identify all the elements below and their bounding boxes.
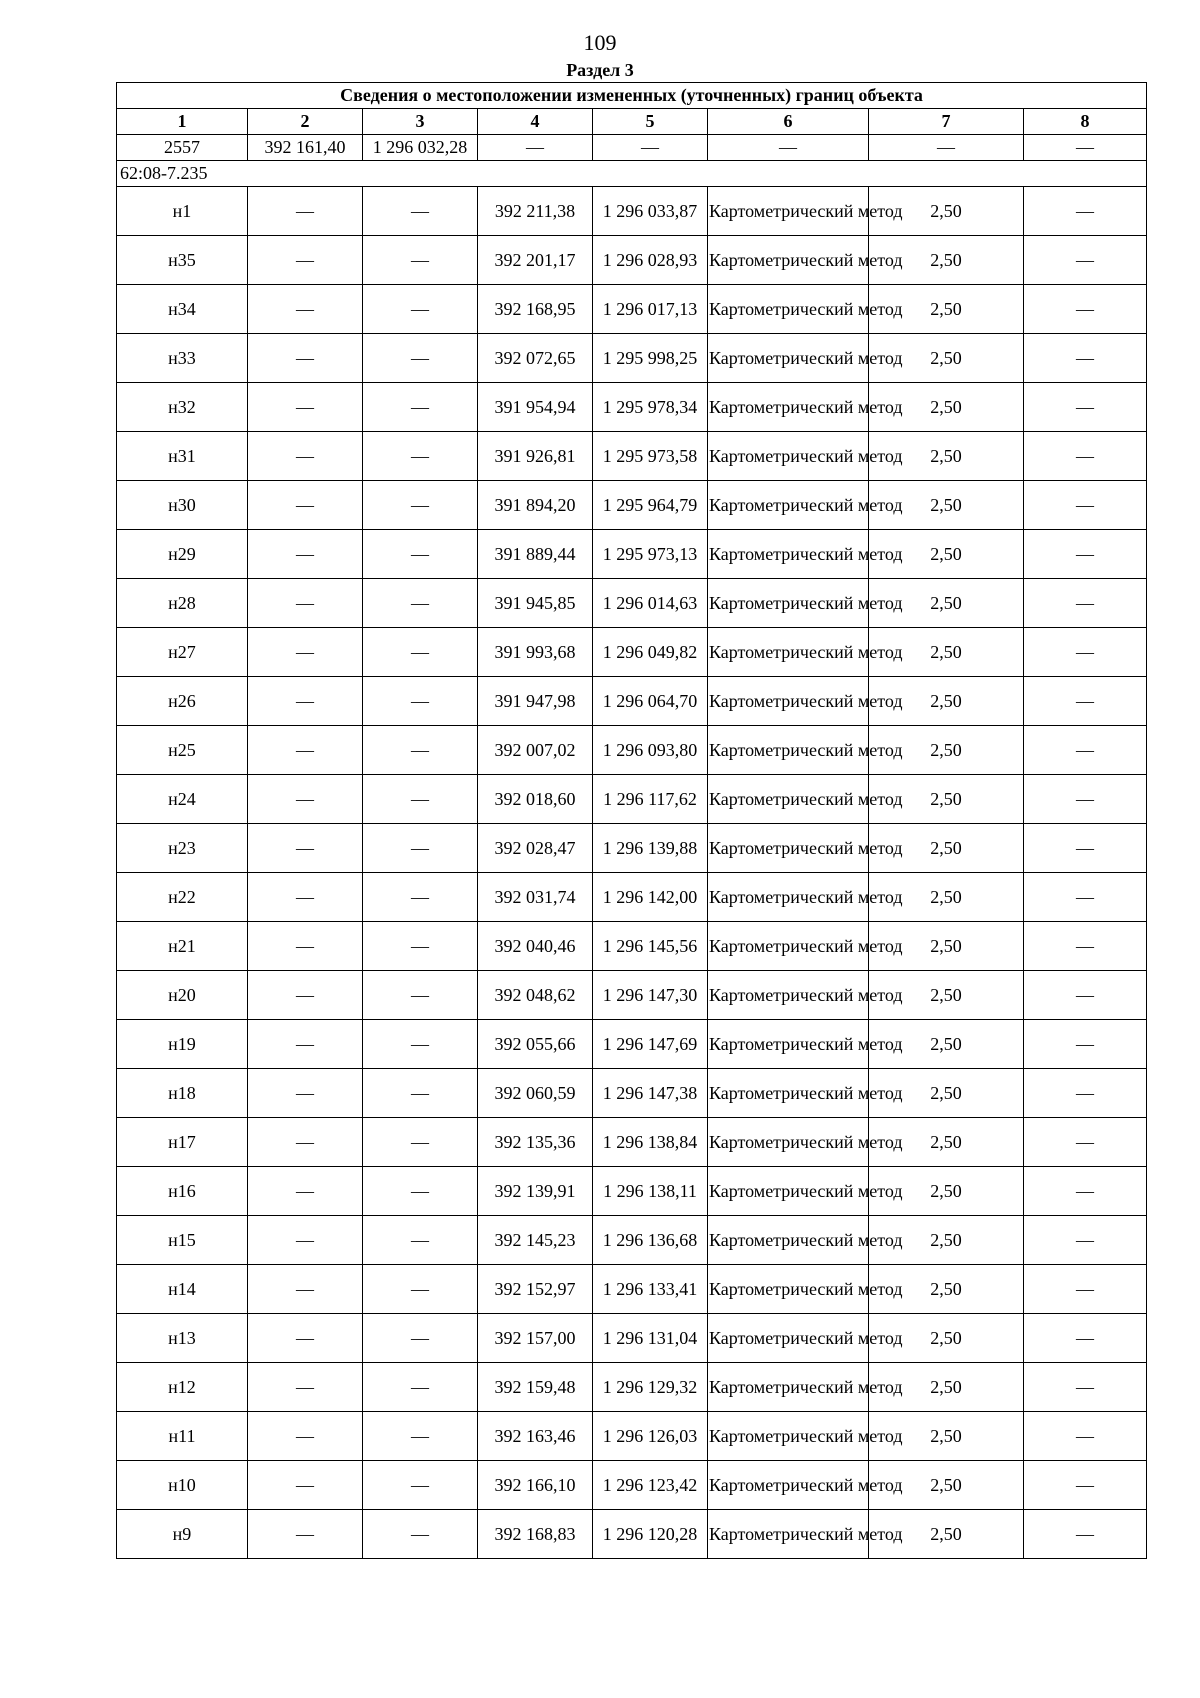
- new-y-cell: 1 295 964,79: [593, 481, 708, 530]
- point-id-cell: н13: [117, 1314, 248, 1363]
- method-cell: Картометрический метод: [708, 1167, 869, 1216]
- accuracy-cell: 2,50: [869, 285, 1024, 334]
- accuracy-cell: 2,50: [869, 1461, 1024, 1510]
- new-x-cell: 391 894,20: [478, 481, 593, 530]
- existing-x-cell: —: [248, 1265, 363, 1314]
- description-cell: —: [1024, 873, 1147, 922]
- accuracy-cell: 2,50: [869, 922, 1024, 971]
- existing-x-cell: —: [248, 187, 363, 236]
- existing-y-cell: —: [363, 530, 478, 579]
- accuracy-cell: 2,50: [869, 628, 1024, 677]
- description-cell: —: [1024, 726, 1147, 775]
- method-cell: Картометрический метод: [708, 432, 869, 481]
- section-title: Раздел 3: [566, 60, 634, 80]
- description-cell: —: [1024, 628, 1147, 677]
- accuracy-cell: 2,50: [869, 1363, 1024, 1412]
- table-row: [117, 775, 1147, 824]
- accuracy-cell: 2,50: [869, 873, 1024, 922]
- new-x-cell: 392 072,65: [478, 334, 593, 383]
- existing-y-cell: —: [363, 481, 478, 530]
- table-row: [117, 1314, 1147, 1363]
- new-x-cell: 391 945,85: [478, 579, 593, 628]
- new-y-cell: 1 295 973,58: [593, 432, 708, 481]
- page-number: 109: [583, 30, 617, 55]
- method-cell: Картометрический метод: [708, 824, 869, 873]
- description-cell: —: [1024, 579, 1147, 628]
- point-id-cell: н31: [117, 432, 248, 481]
- existing-y-cell: —: [363, 1510, 478, 1559]
- accuracy-cell: 2,50: [869, 824, 1024, 873]
- accuracy-cell: 2,50: [869, 775, 1024, 824]
- point-id-cell: н16: [117, 1167, 248, 1216]
- table-row: [117, 135, 1147, 161]
- description-cell: —: [1024, 1020, 1147, 1069]
- existing-y-cell: —: [363, 1167, 478, 1216]
- description-cell: —: [1024, 432, 1147, 481]
- accuracy-cell: 2,50: [869, 236, 1024, 285]
- column-number: 5: [593, 109, 708, 135]
- table-row: [117, 1461, 1147, 1510]
- new-y-cell: 1 296 136,68: [593, 1216, 708, 1265]
- point-id-cell: н9: [117, 1510, 248, 1559]
- method-cell: Картометрический метод: [708, 187, 869, 236]
- existing-y-cell: —: [363, 1216, 478, 1265]
- new-y-cell: 1 296 142,00: [593, 873, 708, 922]
- existing-y-cell: —: [363, 922, 478, 971]
- table-row: [117, 1265, 1147, 1314]
- new-y-cell: 1 296 133,41: [593, 1265, 708, 1314]
- new-x-cell: 392 157,00: [478, 1314, 593, 1363]
- method-cell: Картометрический метод: [708, 481, 869, 530]
- existing-y-cell: —: [363, 383, 478, 432]
- existing-x-cell: —: [248, 1118, 363, 1167]
- column-number: 2: [248, 109, 363, 135]
- new-y-cell: 1 296 145,56: [593, 922, 708, 971]
- existing-x-cell: —: [248, 628, 363, 677]
- table-row: [117, 677, 1147, 726]
- accuracy-cell: 2,50: [869, 334, 1024, 383]
- table-row: [117, 1216, 1147, 1265]
- column-number: 8: [1024, 109, 1147, 135]
- existing-y-cell: —: [363, 1461, 478, 1510]
- table-row: [117, 1510, 1147, 1559]
- existing-y-cell: —: [363, 726, 478, 775]
- existing-y-cell: —: [363, 432, 478, 481]
- new-y-cell: 1 296 117,62: [593, 775, 708, 824]
- accuracy-cell: 2,50: [869, 1412, 1024, 1461]
- new-x-cell: 392 166,10: [478, 1461, 593, 1510]
- method-cell: Картометрический метод: [708, 1363, 869, 1412]
- accuracy-cell: —: [869, 135, 1024, 161]
- method-cell: Картометрический метод: [708, 1314, 869, 1363]
- new-x-cell: —: [478, 135, 593, 161]
- new-y-cell: —: [593, 135, 708, 161]
- accuracy-cell: 2,50: [869, 726, 1024, 775]
- method-cell: Картометрический метод: [708, 677, 869, 726]
- existing-y-cell: —: [363, 285, 478, 334]
- new-x-cell: 392 060,59: [478, 1069, 593, 1118]
- point-id-cell: н25: [117, 726, 248, 775]
- description-cell: —: [1024, 1314, 1147, 1363]
- point-id-cell: н24: [117, 775, 248, 824]
- point-id-cell: н21: [117, 922, 248, 971]
- description-cell: —: [1024, 135, 1147, 161]
- new-x-cell: 392 152,97: [478, 1265, 593, 1314]
- new-x-cell: 392 031,74: [478, 873, 593, 922]
- existing-x-cell: —: [248, 873, 363, 922]
- description-cell: —: [1024, 285, 1147, 334]
- accuracy-cell: 2,50: [869, 971, 1024, 1020]
- point-id-cell: н29: [117, 530, 248, 579]
- column-number: 3: [363, 109, 478, 135]
- point-id-cell: н19: [117, 1020, 248, 1069]
- new-y-cell: 1 296 033,87: [593, 187, 708, 236]
- method-cell: Картометрический метод: [708, 1216, 869, 1265]
- method-cell: Картометрический метод: [708, 873, 869, 922]
- point-id-cell: н14: [117, 1265, 248, 1314]
- new-y-cell: 1 296 049,82: [593, 628, 708, 677]
- new-y-cell: 1 296 120,28: [593, 1510, 708, 1559]
- new-y-cell: 1 295 973,13: [593, 530, 708, 579]
- point-id-cell: н11: [117, 1412, 248, 1461]
- existing-x-cell: —: [248, 824, 363, 873]
- table-row: [117, 1020, 1147, 1069]
- existing-x-cell: —: [248, 285, 363, 334]
- description-cell: —: [1024, 824, 1147, 873]
- new-x-cell: 392 018,60: [478, 775, 593, 824]
- new-y-cell: 1 296 017,13: [593, 285, 708, 334]
- existing-y-cell: —: [363, 677, 478, 726]
- point-id-cell: н32: [117, 383, 248, 432]
- existing-x-cell: —: [248, 530, 363, 579]
- table-row: [117, 824, 1147, 873]
- method-cell: Картометрический метод: [708, 579, 869, 628]
- table-row: [117, 187, 1147, 236]
- table-row: [117, 1118, 1147, 1167]
- table-row: [117, 530, 1147, 579]
- existing-y-cell: —: [363, 873, 478, 922]
- description-cell: —: [1024, 1510, 1147, 1559]
- boundary-coordinates-table: [116, 82, 1147, 1559]
- new-x-cell: 392 007,02: [478, 726, 593, 775]
- description-cell: —: [1024, 971, 1147, 1020]
- new-y-cell: 1 296 093,80: [593, 726, 708, 775]
- new-y-cell: 1 296 138,11: [593, 1167, 708, 1216]
- existing-x-cell: —: [248, 334, 363, 383]
- new-x-cell: 391 889,44: [478, 530, 593, 579]
- table-row: [117, 285, 1147, 334]
- accuracy-cell: 2,50: [869, 1314, 1024, 1363]
- table-row: [117, 579, 1147, 628]
- new-x-cell: 392 055,66: [478, 1020, 593, 1069]
- description-cell: —: [1024, 1069, 1147, 1118]
- new-x-cell: 392 211,38: [478, 187, 593, 236]
- new-x-cell: 392 159,48: [478, 1363, 593, 1412]
- existing-y-cell: —: [363, 775, 478, 824]
- new-y-cell: 1 296 147,30: [593, 971, 708, 1020]
- description-cell: —: [1024, 1363, 1147, 1412]
- method-cell: Картометрический метод: [708, 628, 869, 677]
- description-cell: —: [1024, 677, 1147, 726]
- existing-x-cell: —: [248, 432, 363, 481]
- table-row: [117, 873, 1147, 922]
- new-x-cell: 392 168,83: [478, 1510, 593, 1559]
- new-y-cell: 1 296 138,84: [593, 1118, 708, 1167]
- new-x-cell: 391 954,94: [478, 383, 593, 432]
- point-id-cell: 2557: [117, 135, 248, 161]
- table-caption: Сведения о местоположении измененных (уточненных) границ объекта: [117, 83, 1147, 109]
- existing-x-cell: —: [248, 726, 363, 775]
- method-cell: Картометрический метод: [708, 285, 869, 334]
- point-id-cell: н28: [117, 579, 248, 628]
- group-label-row: [117, 161, 1147, 187]
- point-id-cell: н15: [117, 1216, 248, 1265]
- existing-x-cell: —: [248, 236, 363, 285]
- description-cell: —: [1024, 922, 1147, 971]
- table-body: [117, 83, 1147, 1559]
- accuracy-cell: 2,50: [869, 432, 1024, 481]
- existing-y-cell: —: [363, 1020, 478, 1069]
- existing-x-cell: —: [248, 481, 363, 530]
- new-x-cell: 392 135,36: [478, 1118, 593, 1167]
- point-id-cell: н10: [117, 1461, 248, 1510]
- existing-x-cell: —: [248, 1216, 363, 1265]
- method-cell: Картометрический метод: [708, 1461, 869, 1510]
- point-id-cell: н22: [117, 873, 248, 922]
- point-id-cell: н17: [117, 1118, 248, 1167]
- existing-y-cell: —: [363, 187, 478, 236]
- existing-x-cell: —: [248, 383, 363, 432]
- method-cell: Картометрический метод: [708, 383, 869, 432]
- point-id-cell: н20: [117, 971, 248, 1020]
- method-cell: Картометрический метод: [708, 726, 869, 775]
- new-x-cell: 392 168,95: [478, 285, 593, 334]
- point-id-cell: н27: [117, 628, 248, 677]
- new-x-cell: 392 040,46: [478, 922, 593, 971]
- existing-y-cell: —: [363, 824, 478, 873]
- existing-y-cell: —: [363, 1363, 478, 1412]
- accuracy-cell: 2,50: [869, 1069, 1024, 1118]
- existing-y-cell: —: [363, 579, 478, 628]
- column-number: 1: [117, 109, 248, 135]
- description-cell: —: [1024, 530, 1147, 579]
- existing-y-cell: —: [363, 1412, 478, 1461]
- table-row: [117, 1363, 1147, 1412]
- new-x-cell: 392 048,62: [478, 971, 593, 1020]
- existing-x-cell: —: [248, 1167, 363, 1216]
- new-x-cell: 392 028,47: [478, 824, 593, 873]
- existing-x-cell: —: [248, 579, 363, 628]
- new-y-cell: 1 296 064,70: [593, 677, 708, 726]
- existing-x-cell: —: [248, 1461, 363, 1510]
- new-y-cell: 1 296 123,42: [593, 1461, 708, 1510]
- accuracy-cell: 2,50: [869, 579, 1024, 628]
- point-id-cell: н30: [117, 481, 248, 530]
- column-number: 4: [478, 109, 593, 135]
- column-number: 6: [708, 109, 869, 135]
- new-y-cell: 1 295 998,25: [593, 334, 708, 383]
- description-cell: —: [1024, 481, 1147, 530]
- description-cell: —: [1024, 775, 1147, 824]
- new-y-cell: 1 296 028,93: [593, 236, 708, 285]
- existing-y-cell: 1 296 032,28: [363, 135, 478, 161]
- description-cell: —: [1024, 1461, 1147, 1510]
- table-row: [117, 1412, 1147, 1461]
- table-row: [117, 726, 1147, 775]
- point-id-cell: н12: [117, 1363, 248, 1412]
- existing-y-cell: —: [363, 1069, 478, 1118]
- existing-x-cell: —: [248, 677, 363, 726]
- existing-x-cell: —: [248, 1363, 363, 1412]
- description-cell: —: [1024, 236, 1147, 285]
- accuracy-cell: 2,50: [869, 1216, 1024, 1265]
- existing-y-cell: —: [363, 1265, 478, 1314]
- new-y-cell: 1 296 126,03: [593, 1412, 708, 1461]
- table-row: [117, 628, 1147, 677]
- point-id-cell: н33: [117, 334, 248, 383]
- existing-y-cell: —: [363, 1118, 478, 1167]
- new-x-cell: 392 145,23: [478, 1216, 593, 1265]
- new-x-cell: 392 139,91: [478, 1167, 593, 1216]
- existing-x-cell: —: [248, 775, 363, 824]
- accuracy-cell: 2,50: [869, 187, 1024, 236]
- new-y-cell: 1 296 147,38: [593, 1069, 708, 1118]
- existing-y-cell: —: [363, 971, 478, 1020]
- table-row: [117, 922, 1147, 971]
- table-row: [117, 1167, 1147, 1216]
- table-row: [117, 481, 1147, 530]
- point-id-cell: н18: [117, 1069, 248, 1118]
- existing-x-cell: —: [248, 922, 363, 971]
- new-y-cell: 1 296 147,69: [593, 1020, 708, 1069]
- point-id-cell: н26: [117, 677, 248, 726]
- description-cell: —: [1024, 1265, 1147, 1314]
- table-row: [117, 432, 1147, 481]
- description-cell: —: [1024, 187, 1147, 236]
- point-id-cell: н23: [117, 824, 248, 873]
- new-y-cell: 1 295 978,34: [593, 383, 708, 432]
- method-cell: Картометрический метод: [708, 922, 869, 971]
- existing-x-cell: —: [248, 1020, 363, 1069]
- column-number-row: [117, 109, 1147, 135]
- method-cell: Картометрический метод: [708, 775, 869, 824]
- accuracy-cell: 2,50: [869, 1510, 1024, 1559]
- existing-x-cell: —: [248, 1069, 363, 1118]
- existing-y-cell: —: [363, 334, 478, 383]
- new-x-cell: 392 163,46: [478, 1412, 593, 1461]
- accuracy-cell: 2,50: [869, 481, 1024, 530]
- existing-x-cell: —: [248, 1412, 363, 1461]
- accuracy-cell: 2,50: [869, 1020, 1024, 1069]
- description-cell: —: [1024, 334, 1147, 383]
- existing-y-cell: —: [363, 236, 478, 285]
- accuracy-cell: 2,50: [869, 1118, 1024, 1167]
- table-row: [117, 383, 1147, 432]
- new-y-cell: 1 296 014,63: [593, 579, 708, 628]
- method-cell: Картометрический метод: [708, 1020, 869, 1069]
- accuracy-cell: 2,50: [869, 383, 1024, 432]
- method-cell: Картометрический метод: [708, 1265, 869, 1314]
- description-cell: —: [1024, 1167, 1147, 1216]
- description-cell: —: [1024, 383, 1147, 432]
- method-cell: —: [708, 135, 869, 161]
- accuracy-cell: 2,50: [869, 677, 1024, 726]
- point-id-cell: н35: [117, 236, 248, 285]
- table-caption-row: [117, 83, 1147, 109]
- method-cell: Картометрический метод: [708, 236, 869, 285]
- new-y-cell: 1 296 129,32: [593, 1363, 708, 1412]
- description-cell: —: [1024, 1118, 1147, 1167]
- method-cell: Картометрический метод: [708, 1069, 869, 1118]
- new-y-cell: 1 296 139,88: [593, 824, 708, 873]
- existing-x-cell: 392 161,40: [248, 135, 363, 161]
- method-cell: Картометрический метод: [708, 530, 869, 579]
- column-number: 7: [869, 109, 1024, 135]
- table-row: [117, 236, 1147, 285]
- new-y-cell: 1 296 131,04: [593, 1314, 708, 1363]
- new-x-cell: 392 201,17: [478, 236, 593, 285]
- method-cell: Картометрический метод: [708, 1412, 869, 1461]
- table-row: [117, 1069, 1147, 1118]
- point-id-cell: н34: [117, 285, 248, 334]
- accuracy-cell: 2,50: [869, 530, 1024, 579]
- method-cell: Картометрический метод: [708, 334, 869, 383]
- table-row: [117, 334, 1147, 383]
- description-cell: —: [1024, 1412, 1147, 1461]
- accuracy-cell: 2,50: [869, 1265, 1024, 1314]
- existing-x-cell: —: [248, 1510, 363, 1559]
- table-row: [117, 971, 1147, 1020]
- description-cell: —: [1024, 1216, 1147, 1265]
- existing-y-cell: —: [363, 628, 478, 677]
- accuracy-cell: 2,50: [869, 1167, 1024, 1216]
- method-cell: Картометрический метод: [708, 971, 869, 1020]
- new-x-cell: 391 947,98: [478, 677, 593, 726]
- method-cell: Картометрический метод: [708, 1510, 869, 1559]
- existing-x-cell: —: [248, 971, 363, 1020]
- point-id-cell: н1: [117, 187, 248, 236]
- new-x-cell: 391 993,68: [478, 628, 593, 677]
- existing-y-cell: —: [363, 1314, 478, 1363]
- group-label: 62:08-7.235: [117, 161, 1147, 187]
- method-cell: Картометрический метод: [708, 1118, 869, 1167]
- new-x-cell: 391 926,81: [478, 432, 593, 481]
- existing-x-cell: —: [248, 1314, 363, 1363]
